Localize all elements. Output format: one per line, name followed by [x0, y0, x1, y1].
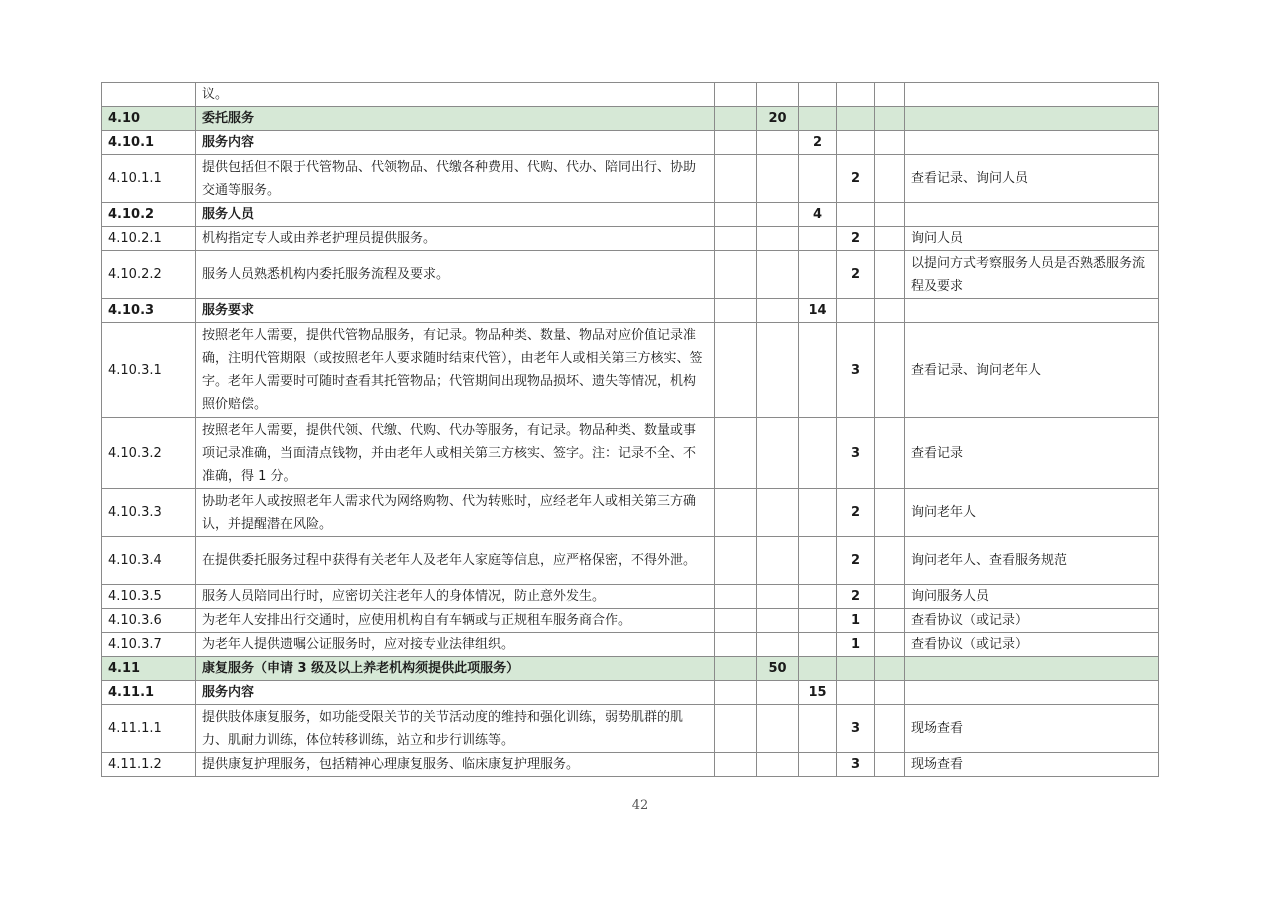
score-cell: [875, 251, 905, 299]
assessment-method: [905, 107, 1159, 131]
assessment-method: 询问老年人: [905, 489, 1159, 537]
score-cell: [715, 107, 757, 131]
score-cell: [837, 657, 875, 681]
score-cell: 1: [837, 609, 875, 633]
score-cell: [799, 537, 837, 585]
item-content: 服务内容: [196, 131, 715, 155]
table-row: [102, 227, 1159, 251]
table-row: [102, 251, 1159, 299]
score-cell: [837, 299, 875, 323]
score-cell: 4: [799, 203, 837, 227]
assessment-method: 查看记录、询问人员: [905, 155, 1159, 203]
score-cell: [757, 251, 799, 299]
score-cell: [757, 609, 799, 633]
score-cell: 2: [837, 489, 875, 537]
item-content: 在提供委托服务过程中获得有关老年人及老年人家庭等信息，应严格保密，不得外泄。: [196, 537, 715, 585]
score-cell: [757, 131, 799, 155]
assessment-method: 询问人员: [905, 227, 1159, 251]
item-number: 4.10.2.1: [102, 227, 196, 251]
item-content: 康复服务（申请 3 级及以上养老机构须提供此项服务）: [196, 657, 715, 681]
score-cell: [715, 537, 757, 585]
item-content: 按照老年人需要，提供代领、代缴、代购、代办等服务，有记录。物品种类、数量或事项记录准确，当面清点钱物，并由老年人或相关第三方核实、签字。注：记录不全、不准确，得 1 分。: [196, 418, 715, 489]
score-cell: [799, 83, 837, 107]
assessment-method: 询问老年人、查看服务规范: [905, 537, 1159, 585]
score-cell: [715, 418, 757, 489]
score-cell: [715, 657, 757, 681]
item-content: 服务要求: [196, 299, 715, 323]
score-cell: [799, 657, 837, 681]
score-cell: 14: [799, 299, 837, 323]
score-cell: [715, 299, 757, 323]
item-content: 提供包括但不限于代管物品、代领物品、代缴各种费用、代购、代办、陪同出行、协助交通等服务。: [196, 155, 715, 203]
score-cell: [875, 323, 905, 418]
score-cell: [715, 83, 757, 107]
item-number: 4.10.2.2: [102, 251, 196, 299]
score-cell: [757, 705, 799, 753]
score-cell: [757, 227, 799, 251]
score-cell: [875, 227, 905, 251]
score-cell: [875, 418, 905, 489]
score-cell: [875, 107, 905, 131]
score-cell: [757, 585, 799, 609]
item-content: 提供康复护理服务，包括精神心理康复服务、临床康复护理服务。: [196, 753, 715, 777]
table-row: [102, 633, 1159, 657]
score-cell: [837, 107, 875, 131]
assessment-method: [905, 299, 1159, 323]
subsection-row: [102, 681, 1159, 705]
table-row: [102, 537, 1159, 585]
item-number: 4.10: [102, 107, 196, 131]
table-row: [102, 155, 1159, 203]
item-content: 议。: [196, 83, 715, 107]
assessment-method: 询问服务人员: [905, 585, 1159, 609]
item-number: 4.10.3.3: [102, 489, 196, 537]
score-cell: [875, 83, 905, 107]
score-cell: [799, 107, 837, 131]
item-number: 4.10.3.5: [102, 585, 196, 609]
assessment-method: 现场查看: [905, 753, 1159, 777]
score-cell: 50: [757, 657, 799, 681]
item-number: 4.10.3.1: [102, 323, 196, 418]
score-cell: [837, 131, 875, 155]
assessment-method: 查看记录: [905, 418, 1159, 489]
score-cell: [875, 299, 905, 323]
score-cell: 2: [799, 131, 837, 155]
assessment-method: 查看记录、询问老年人: [905, 323, 1159, 418]
score-cell: [799, 609, 837, 633]
table-row: [102, 83, 1159, 107]
score-table-container: [101, 82, 1158, 777]
score-cell: 3: [837, 705, 875, 753]
item-number: 4.11.1: [102, 681, 196, 705]
item-number: 4.10.2: [102, 203, 196, 227]
score-cell: [715, 585, 757, 609]
score-cell: [875, 537, 905, 585]
section-row: [102, 107, 1159, 131]
score-cell: [757, 299, 799, 323]
table-row: [102, 585, 1159, 609]
score-cell: 3: [837, 323, 875, 418]
score-cell: [875, 203, 905, 227]
score-cell: [799, 155, 837, 203]
score-cell: [837, 681, 875, 705]
score-cell: [875, 155, 905, 203]
item-content: 服务人员熟悉机构内委托服务流程及要求。: [196, 251, 715, 299]
item-content: 为老年人提供遗嘱公证服务时，应对接专业法律组织。: [196, 633, 715, 657]
item-number: 4.11.1.1: [102, 705, 196, 753]
score-cell: [837, 203, 875, 227]
score-cell: 2: [837, 251, 875, 299]
item-content: 服务人员: [196, 203, 715, 227]
score-cell: 1: [837, 633, 875, 657]
subsection-row: [102, 299, 1159, 323]
table-row: [102, 418, 1159, 489]
assessment-method: [905, 657, 1159, 681]
item-number: 4.10.3.7: [102, 633, 196, 657]
table-row: [102, 609, 1159, 633]
score-cell: 2: [837, 585, 875, 609]
score-cell: [715, 633, 757, 657]
score-cell: [799, 251, 837, 299]
item-content: 机构指定专人或由养老护理员提供服务。: [196, 227, 715, 251]
score-table: [101, 82, 1159, 777]
item-number: 4.10.3: [102, 299, 196, 323]
score-cell: 3: [837, 753, 875, 777]
score-cell: [875, 633, 905, 657]
score-cell: [715, 131, 757, 155]
score-cell: [715, 251, 757, 299]
item-number: 4.10.1: [102, 131, 196, 155]
page-number: 42: [631, 798, 649, 813]
score-cell: 20: [757, 107, 799, 131]
score-cell: [715, 753, 757, 777]
score-cell: 2: [837, 537, 875, 585]
score-cell: [715, 681, 757, 705]
score-cell: [799, 705, 837, 753]
score-cell: [715, 609, 757, 633]
table-row: [102, 323, 1159, 418]
score-cell: [799, 585, 837, 609]
score-cell: [757, 753, 799, 777]
score-cell: [875, 681, 905, 705]
score-cell: [875, 705, 905, 753]
score-cell: [715, 227, 757, 251]
score-cell: [757, 489, 799, 537]
item-number: 4.10.3.4: [102, 537, 196, 585]
subsection-row: [102, 203, 1159, 227]
score-cell: [715, 155, 757, 203]
score-cell: [757, 633, 799, 657]
item-number: 4.11: [102, 657, 196, 681]
score-cell: [715, 489, 757, 537]
table-row: [102, 489, 1159, 537]
score-cell: [757, 418, 799, 489]
assessment-method: 查看协议（或记录）: [905, 609, 1159, 633]
score-cell: [875, 753, 905, 777]
score-cell: [757, 681, 799, 705]
score-cell: [757, 537, 799, 585]
score-cell: [799, 633, 837, 657]
table-row: [102, 753, 1159, 777]
assessment-method: [905, 203, 1159, 227]
score-cell: [875, 657, 905, 681]
score-cell: [715, 705, 757, 753]
score-cell: [757, 83, 799, 107]
subsection-row: [102, 131, 1159, 155]
assessment-method: [905, 131, 1159, 155]
assessment-method: [905, 83, 1159, 107]
item-content: 服务人员陪同出行时，应密切关注老年人的身体情况，防止意外发生。: [196, 585, 715, 609]
score-cell: [799, 227, 837, 251]
score-cell: [875, 609, 905, 633]
score-cell: [757, 323, 799, 418]
score-cell: [799, 489, 837, 537]
assessment-method: 查看协议（或记录）: [905, 633, 1159, 657]
score-cell: [875, 489, 905, 537]
score-cell: [757, 155, 799, 203]
assessment-method: 现场查看: [905, 705, 1159, 753]
score-cell: [799, 418, 837, 489]
score-cell: [799, 323, 837, 418]
score-cell: [875, 131, 905, 155]
item-content: 协助老年人或按照老年人需求代为网络购物、代为转账时，应经老年人或相关第三方确认，并提醒潜在风险。: [196, 489, 715, 537]
item-content: 提供肢体康复服务，如功能受限关节的关节活动度的维持和强化训练，弱势肌群的肌力、肌耐力训练，体位转移训练，站立和步行训练等。: [196, 705, 715, 753]
score-cell: [799, 753, 837, 777]
table-row: [102, 705, 1159, 753]
item-number: 4.11.1.2: [102, 753, 196, 777]
item-content: 委托服务: [196, 107, 715, 131]
item-content: 服务内容: [196, 681, 715, 705]
score-cell: 3: [837, 418, 875, 489]
score-cell: 15: [799, 681, 837, 705]
item-number: [102, 83, 196, 107]
item-content: 为老年人安排出行交通时，应使用机构自有车辆或与正规租车服务商合作。: [196, 609, 715, 633]
score-cell: [715, 323, 757, 418]
assessment-method: [905, 681, 1159, 705]
assessment-method: 以提问方式考察服务人员是否熟悉服务流程及要求: [905, 251, 1159, 299]
item-number: 4.10.1.1: [102, 155, 196, 203]
score-cell: 2: [837, 155, 875, 203]
score-cell: [715, 203, 757, 227]
score-cell: [757, 203, 799, 227]
item-content: 按照老年人需要，提供代管物品服务，有记录。物品种类、数量、物品对应价值记录准确，注明代管期限（或按照老年人要求随时结束代管），由老年人或相关第三方核实、签字。老年人需要时可随时查看其托管物品；代管期间出现物品损坏、遗失等情况，机构照价赔偿。: [196, 323, 715, 418]
section-row: [102, 657, 1159, 681]
item-number: 4.10.3.6: [102, 609, 196, 633]
item-number: 4.10.3.2: [102, 418, 196, 489]
score-cell: [837, 83, 875, 107]
score-cell: [875, 585, 905, 609]
score-cell: 2: [837, 227, 875, 251]
